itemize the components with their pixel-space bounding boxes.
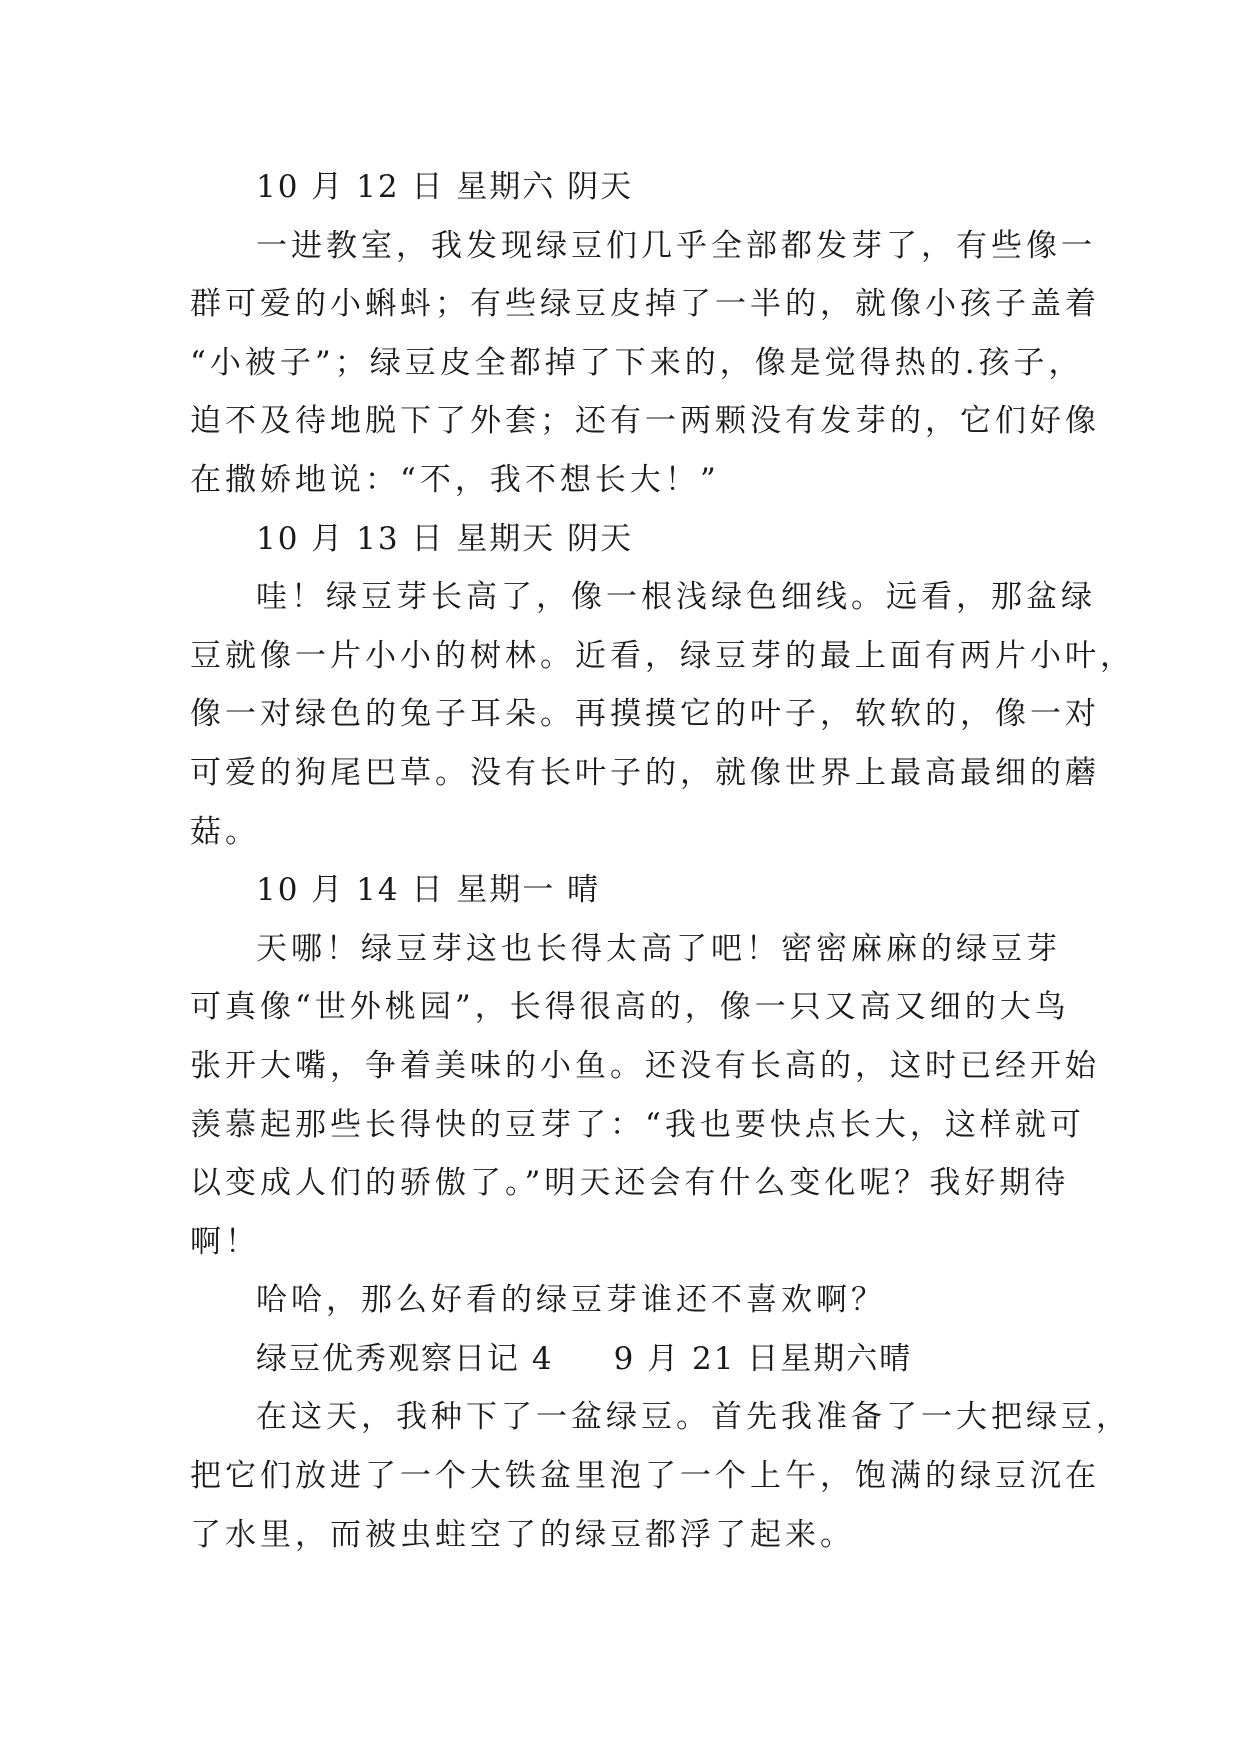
entry-heading: 10 月 12 日 星期六 阴天 [256,169,634,205]
paragraph-line: 一进教室，我发现绿豆们几乎全部都发芽了，有些像一 [256,227,1096,264]
paragraph-line: 菇。 [190,813,260,850]
paragraph-line: 群可爱的小蝌蚪；有些绿豆皮掉了一半的，就像小孩子盖着 [190,286,1100,323]
paragraph-line: 像一对绿色的兔子耳朵。再摸摸它的叶子，软软的，像一对 [190,696,1100,733]
section-date: 9 月 21 日星期六晴 [613,1340,913,1377]
paragraph-line: 张开大嘴，争着美味的小鱼。还没有长高的，这时已经开始 [190,1047,1100,1084]
paragraph-line: 在撒娇地说：“不，我不想长大！” [190,461,720,498]
paragraph-line: 把它们放进了一个大铁盆里泡了一个上午，饱满的绿豆沉在 [190,1458,1100,1495]
paragraph-line: 可真像“世外桃园”，长得很高的，像一只又高又细的大鸟 [190,989,1070,1026]
closing-line: 哈哈，那么好看的绿豆芽谁还不喜欢啊？ [256,1282,886,1319]
document-page [190,158,1135,1564]
paragraph-line: 了水里，而被虫蛀空了的绿豆都浮了起来。 [190,1516,855,1553]
paragraph-line: 天哪！绿豆芽这也长得太高了吧！密密麻麻的绿豆芽 [256,930,1061,967]
paragraph-line: 可爱的狗尾巴草。没有长叶子的，就像世界上最高最细的蘑 [190,754,1100,791]
paragraph-line: 豆就像一片小小的树林。近看，绿豆芽的最上面有两片小叶， [190,637,1135,674]
paragraph-line: “小被子”；绿豆皮全都掉了下来的，像是觉得热的.孩子， [190,344,1084,381]
paragraph-line: 啊！ [190,1223,260,1260]
paragraph-line: 在这天，我种下了一盆绿豆。首先我准备了一大把绿豆， [256,1399,1131,1436]
section-title: 绿豆优秀观察日记 4 [256,1340,554,1377]
entry-heading: 10 月 13 日 星期天 阴天 [256,520,634,557]
entry-heading: 10 月 14 日 星期一 晴 [256,872,601,909]
paragraph-line: 以变成人们的骄傲了。”明天还会有什么变化呢？我好期待 [190,1165,1070,1202]
section-heading [190,1330,1060,1389]
paragraph-line: 哇！绿豆芽长高了，像一根浅绿色细线。远看，那盆绿 [256,579,1096,616]
paragraph-line: 迫不及待地脱下了外套；还有一两颗没有发芽的，它们好像 [190,403,1100,440]
paragraph-line: 羡慕起那些长得快的豆芽了：“我也要快点长大，这样就可 [190,1106,1085,1143]
